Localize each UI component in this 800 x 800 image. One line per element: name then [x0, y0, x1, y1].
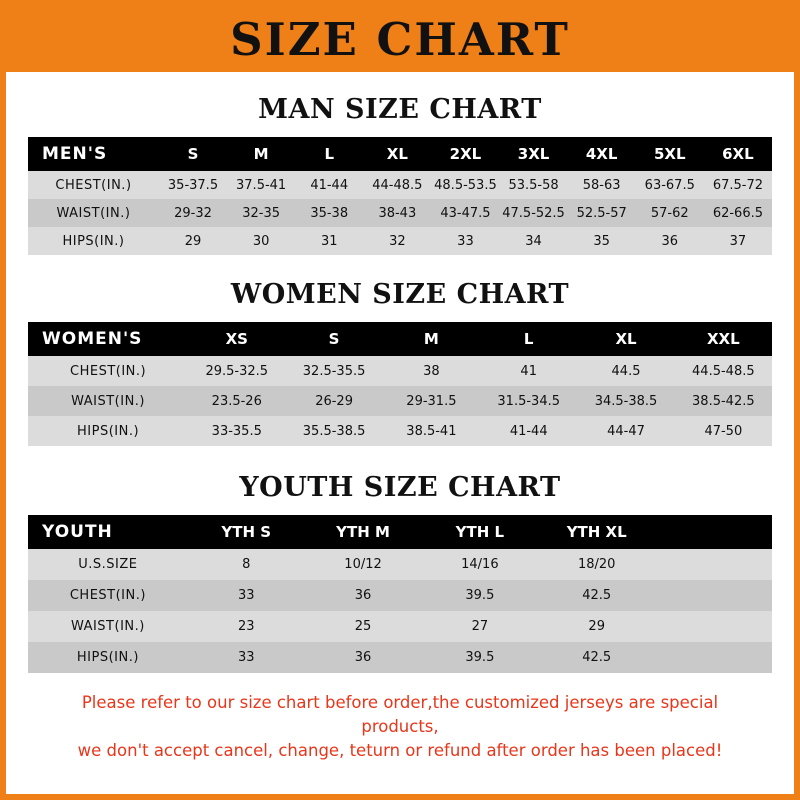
youth-ussize-s: 8 — [188, 549, 305, 580]
page-banner — [6, 6, 794, 72]
men-header-4xl: 4XL — [568, 137, 636, 171]
youth-chest-s: 33 — [188, 580, 305, 611]
women-header-xxl: XXL — [675, 322, 772, 356]
youth-hips-s: 33 — [188, 642, 305, 673]
men-waist-2xl: 43-47.5 — [431, 199, 499, 227]
men-size-table — [28, 137, 772, 255]
youth-header-label: YOUTH — [28, 515, 188, 549]
women-hips-label: HIPS(IN.) — [28, 416, 188, 446]
men-chest-s: 35-37.5 — [159, 171, 227, 199]
men-hips-s: 29 — [159, 227, 227, 255]
women-waist-xxl: 38.5-42.5 — [675, 386, 772, 416]
youth-ussize-label: U.S.SIZE — [28, 549, 188, 580]
women-hips-xxl: 47-50 — [675, 416, 772, 446]
men-header-3xl: 3XL — [500, 137, 568, 171]
women-chest-l: 41 — [480, 356, 577, 386]
youth-waist-xl: 29 — [538, 611, 655, 642]
men-hips-m: 30 — [227, 227, 295, 255]
men-waist-xl: 38-43 — [363, 199, 431, 227]
women-table-body — [28, 356, 772, 446]
men-hips-6xl: 37 — [704, 227, 772, 255]
women-waist-s: 26-29 — [285, 386, 382, 416]
table-row — [28, 386, 772, 416]
men-waist-3xl: 47.5-52.5 — [500, 199, 568, 227]
youth-hips-blank — [655, 642, 772, 673]
youth-waist-blank — [655, 611, 772, 642]
men-header-2xl: 2XL — [431, 137, 499, 171]
women-header-m: M — [383, 322, 480, 356]
men-header-label: MEN'S — [28, 137, 159, 171]
men-waist-4xl: 52.5-57 — [568, 199, 636, 227]
men-header-l: L — [295, 137, 363, 171]
women-header-xs: XS — [188, 322, 285, 356]
youth-chest-m: 36 — [305, 580, 422, 611]
men-chest-6xl: 67.5-72 — [704, 171, 772, 199]
men-hips-3xl: 34 — [500, 227, 568, 255]
youth-header-m: YTH M — [305, 515, 422, 549]
men-waist-5xl: 57-62 — [636, 199, 704, 227]
men-chest-4xl: 58-63 — [568, 171, 636, 199]
women-header-l: L — [480, 322, 577, 356]
table-header-row — [28, 322, 772, 356]
youth-ussize-l: 14/16 — [421, 549, 538, 580]
youth-header-xl: YTH XL — [538, 515, 655, 549]
women-chest-xl: 44.5 — [577, 356, 674, 386]
women-chest-label: CHEST(IN.) — [28, 356, 188, 386]
youth-waist-l: 27 — [421, 611, 538, 642]
youth-hips-m: 36 — [305, 642, 422, 673]
men-chest-xl: 44-48.5 — [363, 171, 431, 199]
men-waist-label: WAIST(IN.) — [28, 199, 159, 227]
table-row — [28, 549, 772, 580]
table-row — [28, 227, 772, 255]
men-chest-l: 41-44 — [295, 171, 363, 199]
women-chest-xs: 29.5-32.5 — [188, 356, 285, 386]
youth-hips-l: 39.5 — [421, 642, 538, 673]
youth-header-blank — [655, 515, 772, 549]
youth-chest-label: CHEST(IN.) — [28, 580, 188, 611]
youth-table-body — [28, 549, 772, 673]
men-waist-6xl: 62-66.5 — [704, 199, 772, 227]
youth-size-table — [28, 515, 772, 673]
women-header-s: S — [285, 322, 382, 356]
page-title: SIZE CHART — [230, 12, 570, 66]
men-chest-3xl: 53.5-58 — [500, 171, 568, 199]
men-hips-label: HIPS(IN.) — [28, 227, 159, 255]
women-size-table — [28, 322, 772, 446]
table-row — [28, 171, 772, 199]
women-hips-xs: 33-35.5 — [188, 416, 285, 446]
footer-note — [28, 691, 772, 763]
men-header-m: M — [227, 137, 295, 171]
table-header-row — [28, 515, 772, 549]
youth-header-s: YTH S — [188, 515, 305, 549]
youth-ussize-blank — [655, 549, 772, 580]
men-table-head — [28, 137, 772, 171]
men-waist-m: 32-35 — [227, 199, 295, 227]
table-row — [28, 356, 772, 386]
men-header-6xl: 6XL — [704, 137, 772, 171]
women-hips-s: 35.5-38.5 — [285, 416, 382, 446]
women-chest-m: 38 — [383, 356, 480, 386]
men-waist-l: 35-38 — [295, 199, 363, 227]
youth-table-head — [28, 515, 772, 549]
women-hips-l: 41-44 — [480, 416, 577, 446]
women-chest-xxl: 44.5-48.5 — [675, 356, 772, 386]
youth-hips-label: HIPS(IN.) — [28, 642, 188, 673]
men-chest-2xl: 48.5-53.5 — [431, 171, 499, 199]
table-row — [28, 199, 772, 227]
women-table-head — [28, 322, 772, 356]
women-section-title: WOMEN SIZE CHART — [230, 279, 570, 310]
women-waist-l: 31.5-34.5 — [480, 386, 577, 416]
chart-content — [6, 94, 794, 763]
women-header-xl: XL — [577, 322, 674, 356]
women-waist-label: WAIST(IN.) — [28, 386, 188, 416]
men-header-xl: XL — [363, 137, 431, 171]
men-chest-label: CHEST(IN.) — [28, 171, 159, 199]
men-chest-5xl: 63-67.5 — [636, 171, 704, 199]
men-chest-m: 37.5-41 — [227, 171, 295, 199]
men-table-body — [28, 171, 772, 255]
men-hips-l: 31 — [295, 227, 363, 255]
men-header-5xl: 5XL — [636, 137, 704, 171]
youth-header-l: YTH L — [421, 515, 538, 549]
women-waist-xs: 23.5-26 — [188, 386, 285, 416]
men-hips-4xl: 35 — [568, 227, 636, 255]
footer-note-line-1: Please refer to our size chart before order,the customized jerseys are special products, — [81, 693, 719, 736]
youth-chest-xl: 42.5 — [538, 580, 655, 611]
youth-chest-blank — [655, 580, 772, 611]
women-hips-xl: 44-47 — [577, 416, 674, 446]
men-hips-5xl: 36 — [636, 227, 704, 255]
men-hips-2xl: 33 — [431, 227, 499, 255]
men-hips-xl: 32 — [363, 227, 431, 255]
youth-hips-xl: 42.5 — [538, 642, 655, 673]
youth-section-title: YOUTH SIZE CHART — [239, 472, 561, 503]
youth-ussize-m: 10/12 — [305, 549, 422, 580]
footer-note-line-2: we don't accept cancel, change, teturn or refund after order has been placed! — [77, 740, 723, 760]
table-row — [28, 611, 772, 642]
women-hips-m: 38.5-41 — [383, 416, 480, 446]
table-row — [28, 580, 772, 611]
women-header-label: WOMEN'S — [28, 322, 188, 356]
youth-waist-label: WAIST(IN.) — [28, 611, 188, 642]
table-row — [28, 642, 772, 673]
youth-ussize-xl: 18/20 — [538, 549, 655, 580]
men-header-s: S — [159, 137, 227, 171]
men-section-title: MAN SIZE CHART — [258, 94, 542, 125]
men-waist-s: 29-32 — [159, 199, 227, 227]
table-row — [28, 416, 772, 446]
table-header-row — [28, 137, 772, 171]
women-waist-m: 29-31.5 — [383, 386, 480, 416]
youth-waist-s: 23 — [188, 611, 305, 642]
youth-chest-l: 39.5 — [421, 580, 538, 611]
women-chest-s: 32.5-35.5 — [285, 356, 382, 386]
women-waist-xl: 34.5-38.5 — [577, 386, 674, 416]
youth-waist-m: 25 — [305, 611, 422, 642]
